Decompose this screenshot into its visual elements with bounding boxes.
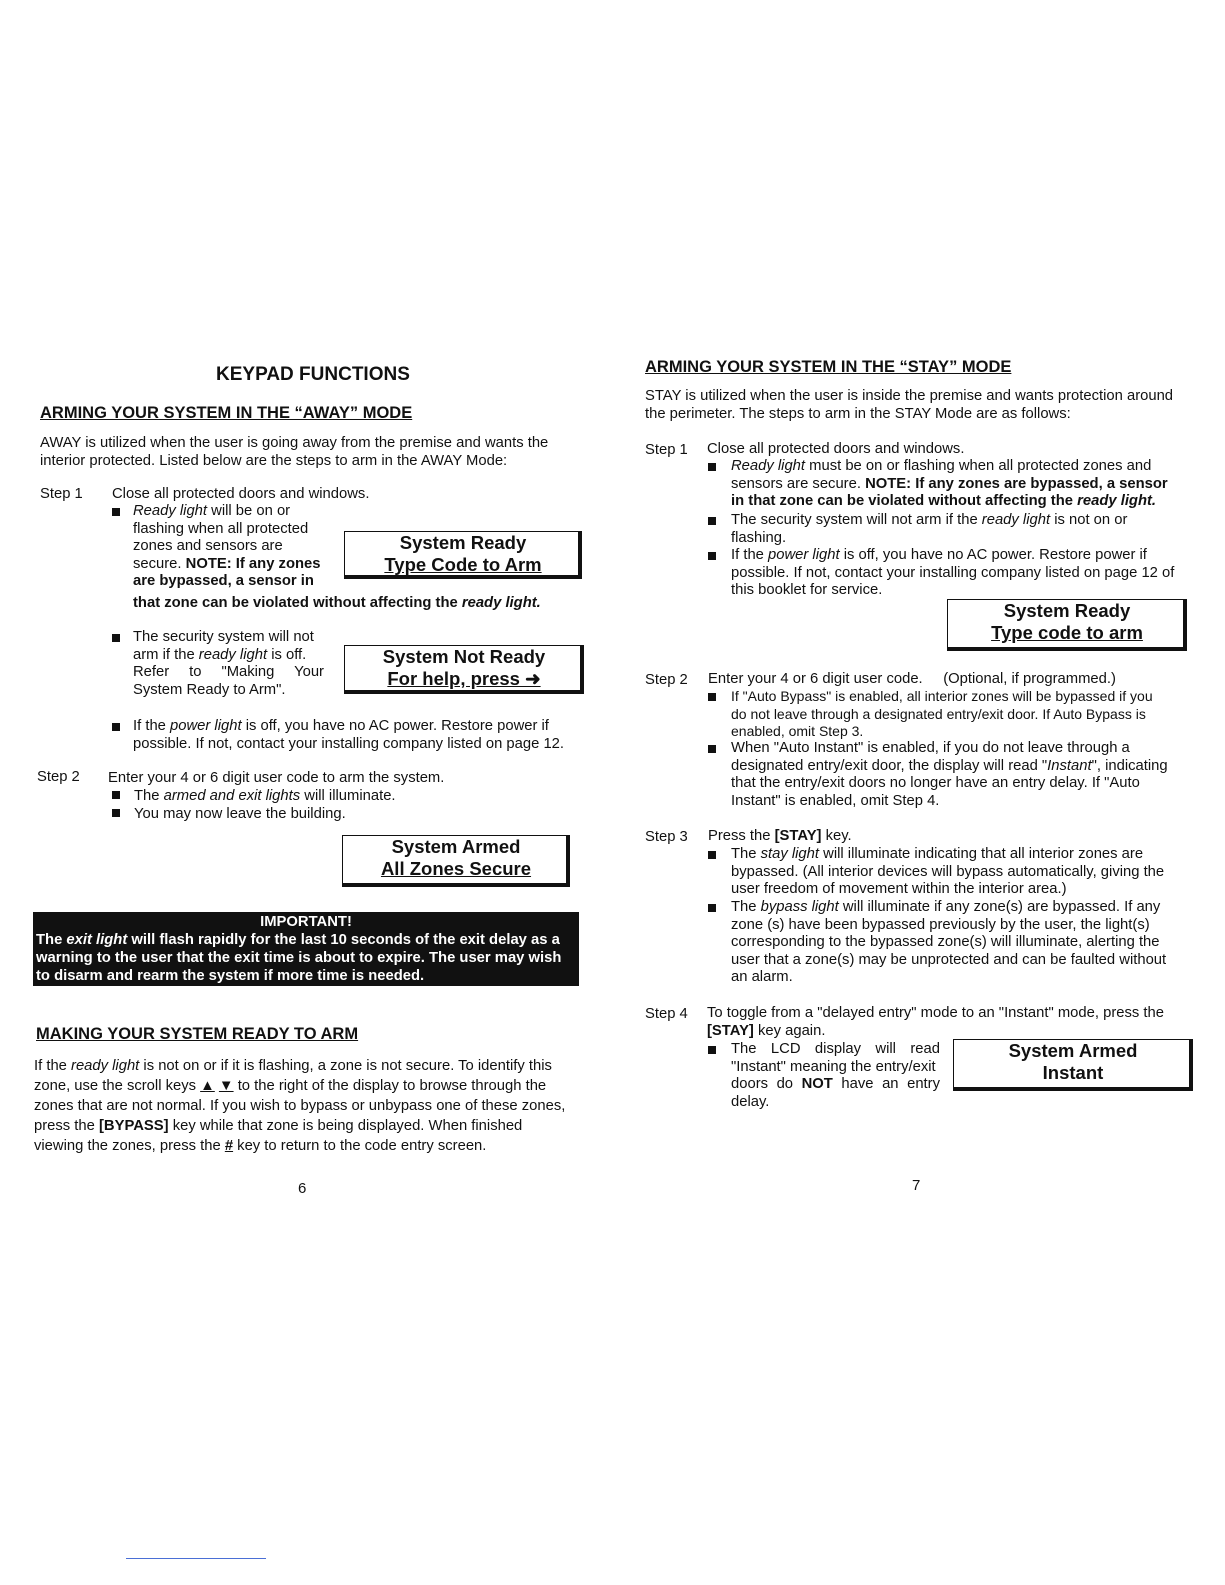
stay-step4-label: Step 4 [645,1006,688,1022]
step4-line: [STAY] key again. [707,1022,826,1039]
stay-intro-line: the perimeter. The steps to arm in the STAY Mode are as follows: [645,405,1071,422]
scroll-down-key-icon: ▼ [218,1078,234,1094]
lcd-line: System Ready [399,532,527,553]
body-line: press the [BYPASS] key while that zone is being displayed. When finished [34,1118,523,1134]
away-step1-label: Step 1 [40,486,83,502]
bullet-line: this booklet for service. [731,582,883,599]
stay-step3-label: Step 3 [645,829,688,845]
bullet-line: Ready light must be on or flashing when all protected zones and [731,458,1152,474]
bullet-line: flashing when all protected [133,520,309,537]
bullet-line: arm if the ready light is off. [133,646,307,663]
important-line: to disarm and rearm the system if more time is needed. [36,968,425,984]
bullet-line: an alarm. [731,969,793,986]
lcd-line: Type code to arm [991,622,1143,643]
scroll-up-key-icon: ▲ [200,1078,215,1094]
bullet-square [112,634,120,642]
stay-intro-line: STAY is utilized when the user is inside the premise and wants protection around [645,388,1174,404]
stay-mode-heading: ARMING YOUR SYSTEM IN THE “STAY” MODE [645,358,1012,376]
bullet-line: The bypass light will illuminate if any zone(s) are bypassed. If any [731,899,1161,915]
important-title: IMPORTANT! [260,914,352,930]
bullet-square [708,693,716,701]
bullet-line: in that zone can be violated without affecting the ready light. [731,493,1157,510]
important-line: The exit light will flash rapidly for the last 10 seconds of the exit delay as a [36,932,560,948]
bullet-line: doors do NOT have an entry [731,1076,940,1093]
lcd-stay-system-armed-instant [953,1039,1193,1091]
bullet-square [708,552,716,560]
stay-step2-text: Enter your 4 or 6 digit user code. (Optional, if programmed.) [708,671,1116,687]
away-mode-heading: ARMING YOUR SYSTEM IN THE “AWAY” MODE [40,404,413,422]
bullet-line: System Ready to Arm". [133,681,286,698]
bullet-square [708,904,716,912]
lcd-line: For help, press ➜ [387,668,541,689]
bullet-line: "Instant" meaning the entry/exit [731,1058,936,1075]
bullet-line: flashing. [731,529,787,546]
bullet-line: do not leave through a designated entry/exit door. If Auto Bypass is [731,705,1146,722]
bullet-square [708,851,716,859]
stay-step2-label: Step 2 [645,672,688,688]
away-step2-bullet-armed: The armed and exit lights will illuminate. [112,788,396,806]
lcd-line: System Armed [391,836,521,857]
bullet-line: delay. [731,1093,770,1110]
away-step2-label: Step 2 [37,769,80,785]
page-number-right: 7 [912,1177,921,1194]
lcd-stay-system-ready [947,599,1187,651]
bullet-square [112,723,120,731]
bullet-line: enabled, omit Step 3. [731,723,864,740]
lcd-system-not-ready [344,645,584,694]
bullet-line: The stay light will illuminate indicating that all interior zones are [731,846,1144,862]
stay-step2-bullet-autoinstant [708,740,1186,810]
away-step1-bullet-security [112,629,324,699]
lcd-system-ready [344,531,582,579]
stay-step1-text: Close all protected doors and windows. [707,441,965,457]
away-step1-bullet-ready-tail: that zone can be violated without affecting the ready light. [133,595,541,611]
bullet-line: The LCD display will read [731,1041,940,1057]
stay-step4-bullet-lcd [708,1041,940,1111]
bullet-line: zone (s) have been bypassed previously by the user, the light(s) [731,916,1150,933]
bullet-line: are bypassed, a sensor in [133,573,314,590]
stay-step2-bullet-autobypass [708,688,1186,741]
away-intro-line: interior protected. Listed below are the steps to arm in the AWAY Mode: [40,452,508,469]
lcd-line: Type Code to Arm [384,554,542,575]
bullet-line: zones and sensors are [133,538,283,555]
page-title: KEYPAD FUNCTIONS [216,364,410,385]
bullet-line: designated entry/exit door, the display will read "Instant", indicating [731,757,1168,774]
bullet-line: sensors are secure. NOTE: If any zones are bypassed, a sensor [731,475,1168,492]
lcd-line: System Ready [1003,600,1131,621]
stay-step1-bullet-security [708,512,1186,547]
important-notice [33,912,579,986]
stay-step1-bullet-power [708,547,1186,600]
away-step1-bullet-ready [112,503,332,591]
bullet-line: If the power light is off, you have no AC power. Restore power if [731,547,1147,563]
bullet-square [708,1046,716,1054]
bullet-line: possible. If not, contact your installing company listed on page 12. [133,735,565,752]
body-line: zone, use the scroll keys ▲ ▼ to the right of the display to browse through the [34,1078,547,1094]
pound-key-icon: # [224,1138,234,1154]
body-line: zones that are not normal. If you wish to bypass or unbypass one of these zones, [34,1098,566,1114]
away-step2-bullet-leave [112,806,346,824]
lcd-line: System Armed [1008,1040,1138,1061]
bullet-line: possible. If not, contact your installing company listed on page 12 of [731,564,1175,581]
stay-step4-text [707,1005,1187,1040]
making-ready-heading: MAKING YOUR SYSTEM READY TO ARM [36,1025,359,1043]
bullet-square [708,517,716,525]
lcd-line: System Not Ready [382,646,546,667]
stay-step1-label: Step 1 [645,442,688,458]
bullet-square [708,463,716,471]
stay-step3-text: Press the [STAY] key. [708,828,852,844]
stay-intro [645,388,1195,423]
bullet-text: You may now leave the building. [134,806,346,822]
body-line: viewing the zones, press the # key to return to the code entry screen. [34,1138,487,1154]
away-step2-text: Enter your 4 or 6 digit user code to arm the system. [108,770,445,786]
bullet-line: Refer to "Making Your [133,664,324,681]
away-intro-line: AWAY is utilized when the user is going away from the premise and wants the [40,435,549,451]
lcd-system-armed [342,835,570,887]
stay-step1-bullet-ready [708,458,1186,511]
bullet-square [112,791,120,799]
away-intro [40,435,600,470]
bullet-line: Instant" is enabled, omit Step 4. [731,792,940,809]
bullet-square [112,809,120,817]
bullet-line: If the power light is off, you have no AC power. Restore power if [133,718,549,734]
bullet-line: Ready light will be on or [133,503,291,519]
lcd-line: Instant [1042,1062,1104,1083]
bullet-line: The security system will not arm if the ready light is not on or [731,512,1128,528]
bullet-line: that the entry/exit doors no longer have an entry delay. If "Auto [731,775,1140,792]
lcd-line: All Zones Secure [380,858,532,879]
bullet-line: user that a zone(s) may be unprotected and can be faulted without [731,951,1167,968]
bullet-line: user freedom of movement within the interior area.) [731,881,1067,898]
bullet-square [708,745,716,753]
making-ready-body [34,1056,579,1156]
body-line: If the ready light is not on or if it is flashing, a zone is not secure. To identify this [34,1058,552,1074]
bullet-line: corresponding to the bypassed zone(s) will illuminate, alerting the [731,934,1160,951]
bullet-line: When "Auto Instant" is enabled, if you do not leave through a [731,740,1130,756]
away-step1-bullet-power [112,718,582,753]
bullet-line: The security system will not [133,629,314,645]
stay-step3-bullet-bypass [708,899,1186,987]
bullet-line: bypassed. (All interior devices will bypass automatically, giving the [731,863,1165,880]
away-step1-text: Close all protected doors and windows. [112,486,370,502]
stay-step3-bullet-stay [708,846,1186,899]
bullet-square [112,508,120,516]
link-underline-decoration [126,1558,266,1559]
bullet-line: secure. NOTE: If any zones [133,555,321,572]
step4-line: To toggle from a "delayed entry" mode to an "Instant" mode, press the [707,1005,1164,1021]
bullet-line: If "Auto Bypass" is enabled, all interior zones will be bypassed if you [731,688,1153,704]
page-number-left: 6 [298,1180,307,1197]
important-line: warning to the user that the exit time is about to expire. The user may wish [36,950,562,966]
